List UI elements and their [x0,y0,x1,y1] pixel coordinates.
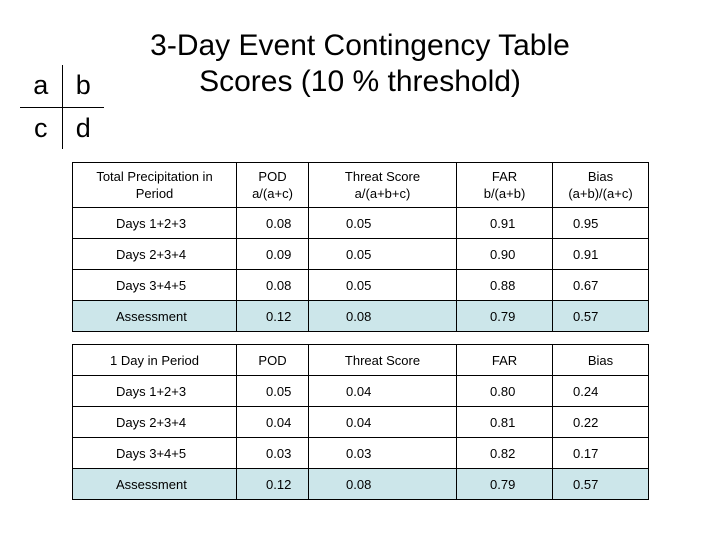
table1-header-cell: Total Precipitation in Period [73,163,237,208]
score-cell: 0.91 [553,239,649,270]
score-cell: 0.79 [457,301,553,332]
row-label-cell: Days 3+4+5 [73,438,237,469]
score-cell: 0.05 [237,376,309,407]
table1-header-cell: Bias (a+b)/(a+c) [553,163,649,208]
score-cell: 0.22 [553,407,649,438]
legend-cell-b: b [62,65,104,107]
table-row [73,469,649,500]
score-cell: 0.05 [309,208,457,239]
score-cell: 0.67 [553,270,649,301]
row-label-cell: Days 2+3+4 [73,239,237,270]
score-cell: 0.12 [237,469,309,500]
table2-header-cell: POD [237,345,309,376]
score-cell: 0.79 [457,469,553,500]
scores-table-one-day [72,344,649,500]
table-row [73,270,649,301]
score-cell: 0.91 [457,208,553,239]
table2-header-row [73,345,649,376]
score-cell: 0.17 [553,438,649,469]
page-title [110,28,610,100]
table-row [73,376,649,407]
score-cell: 0.82 [457,438,553,469]
table-row [73,438,649,469]
score-cell: 0.05 [309,270,457,301]
score-cell: 0.81 [457,407,553,438]
table1-header-cell: FAR b/(a+b) [457,163,553,208]
row-label-cell: Assessment [73,301,237,332]
score-cell: 0.57 [553,469,649,500]
table2-header-cell: Threat Score [309,345,457,376]
table2-header-cell: Bias [553,345,649,376]
score-cell: 0.04 [309,407,457,438]
score-cell: 0.24 [553,376,649,407]
page-title-line-1: 3-Day Event Contingency Table [150,29,570,62]
score-cell: 0.90 [457,239,553,270]
table2-header-cell: 1 Day in Period [73,345,237,376]
score-cell: 0.04 [237,407,309,438]
table-row [73,208,649,239]
row-label-cell: Days 3+4+5 [73,270,237,301]
score-cell: 0.12 [237,301,309,332]
score-cell: 0.88 [457,270,553,301]
score-cell: 0.09 [237,239,309,270]
table1-header-cell: Threat Score a/(a+b+c) [309,163,457,208]
row-label-cell: Assessment [73,469,237,500]
legend-cell-c: c [20,107,62,149]
score-cell: 0.80 [457,376,553,407]
scores-table-total-precipitation [72,162,649,332]
row-label-cell: Days 1+2+3 [73,208,237,239]
row-label-cell: Days 2+3+4 [73,407,237,438]
table-row [73,407,649,438]
page-title-line-2: Scores (10 % threshold) [199,65,521,98]
table2-header-cell: FAR [457,345,553,376]
score-cell: 0.04 [309,376,457,407]
legend-cell-d: d [62,107,104,149]
score-cell: 0.08 [237,270,309,301]
score-cell: 0.08 [237,208,309,239]
score-cell: 0.08 [309,469,457,500]
score-cell: 0.03 [237,438,309,469]
table1-header-row [73,163,649,208]
score-cell: 0.08 [309,301,457,332]
table1-header-cell: POD a/(a+c) [237,163,309,208]
table-row [73,239,649,270]
score-cell: 0.57 [553,301,649,332]
score-cell: 0.03 [309,438,457,469]
row-label-cell: Days 1+2+3 [73,376,237,407]
score-cell: 0.95 [553,208,649,239]
score-cell: 0.05 [309,239,457,270]
table-row [73,301,649,332]
contingency-legend-grid [20,65,104,149]
legend-cell-a: a [20,65,62,107]
